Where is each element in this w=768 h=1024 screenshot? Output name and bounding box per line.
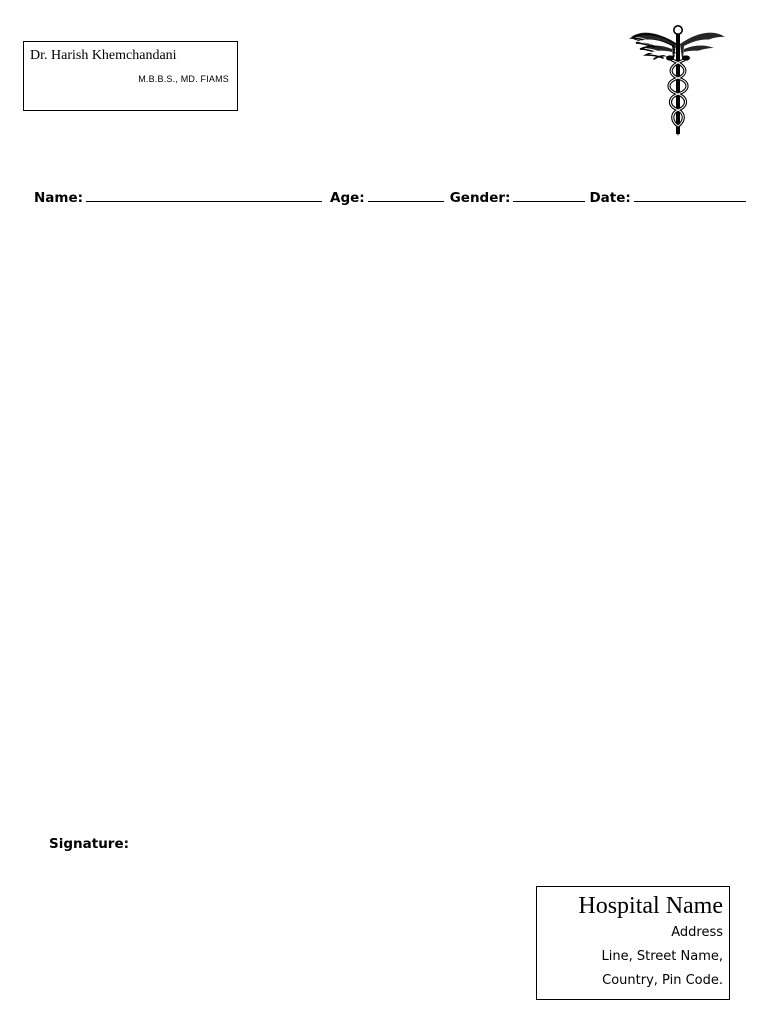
gender-blank (513, 189, 585, 202)
patient-gender-field (450, 189, 590, 206)
name-label: Name: (34, 190, 84, 206)
date-blank (634, 189, 746, 202)
age-blank (368, 189, 444, 202)
patient-age-field (330, 189, 450, 206)
hospital-name: Hospital Name (578, 893, 723, 919)
patient-details-line (34, 189, 734, 206)
doctor-header-box (23, 41, 238, 111)
hospital-info-box (536, 886, 730, 1000)
hospital-address-line-3: Country, Pin Code. (602, 973, 723, 988)
signature-label: Signature: (49, 836, 130, 852)
date-label: Date: (589, 190, 631, 206)
patient-name-field (34, 189, 330, 206)
hospital-address-line-1: Address (671, 925, 723, 940)
hospital-address-line-2: Line, Street Name, (601, 949, 723, 964)
name-blank (86, 189, 322, 202)
gender-label: Gender: (449, 190, 511, 206)
age-label: Age: (330, 190, 365, 206)
doctor-qualifications: M.B.B.S., MD. FIAMS (138, 74, 229, 84)
doctor-name: Dr. Harish Khemchandani (30, 48, 177, 63)
visit-date-field (589, 189, 745, 206)
caduceus-icon (628, 22, 728, 138)
